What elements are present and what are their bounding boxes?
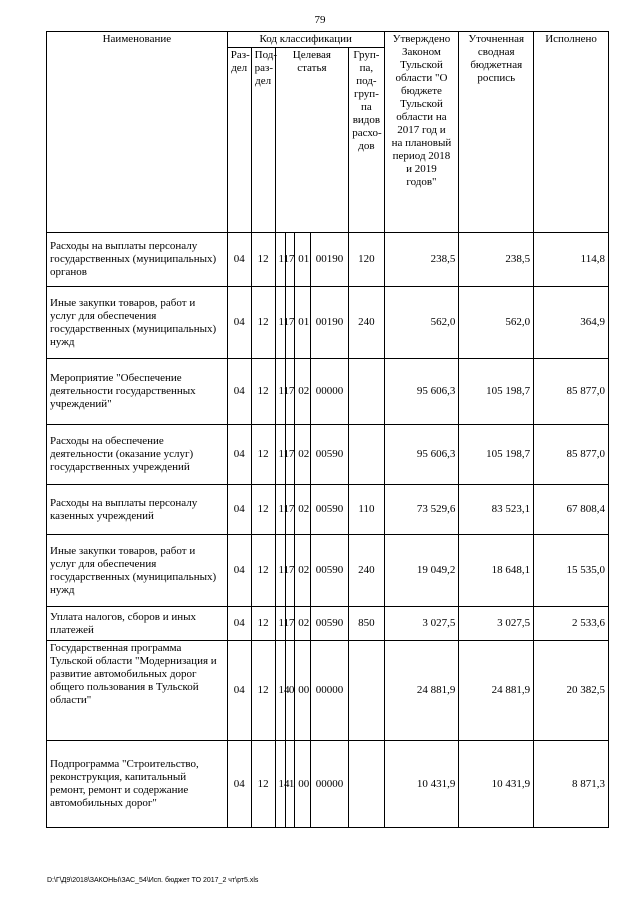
table-row	[47, 741, 609, 828]
row-podrazdel: 12	[251, 535, 275, 607]
table-row	[47, 535, 609, 607]
row-approved: 10 431,9	[384, 741, 459, 828]
row-name: Иные закупки товаров, работ и услуг для обеспечения государственных (муниципальных) нужд	[47, 535, 228, 607]
row-vr	[349, 741, 384, 828]
row-cs1: 11	[275, 535, 285, 607]
row-approved: 238,5	[384, 233, 459, 287]
row-vr	[349, 425, 384, 485]
row-cs1: 11	[275, 485, 285, 535]
row-name: Расходы на обеспечение деятельности (оказание услуг) государственных учреждений	[47, 425, 228, 485]
row-approved: 562,0	[384, 287, 459, 359]
row-podrazdel: 12	[251, 233, 275, 287]
header-target-article: Целевая статья	[275, 48, 349, 233]
row-refined: 24 881,9	[459, 641, 534, 741]
row-cs1: 14	[275, 741, 285, 828]
row-vr	[349, 641, 384, 741]
row-vr: 120	[349, 233, 384, 287]
row-cs3: 02	[295, 535, 311, 607]
row-executed: 2 533,6	[534, 607, 609, 641]
row-cs4: 00590	[310, 607, 348, 641]
page-number: 79	[314, 14, 326, 26]
row-vr: 240	[349, 535, 384, 607]
row-cs1: 11	[275, 425, 285, 485]
header-expense-group: Груп- па, под- груп- па видов расхо- дов	[349, 48, 384, 233]
row-executed: 114,8	[534, 233, 609, 287]
row-podrazdel: 12	[251, 287, 275, 359]
row-cs3: 02	[295, 425, 311, 485]
row-refined: 238,5	[459, 233, 534, 287]
row-cs4: 00590	[310, 485, 348, 535]
row-podrazdel: 12	[251, 641, 275, 741]
row-podrazdel: 12	[251, 359, 275, 425]
row-razdel: 04	[227, 535, 251, 607]
row-approved: 19 049,2	[384, 535, 459, 607]
row-executed: 8 871,3	[534, 741, 609, 828]
row-vr	[349, 359, 384, 425]
row-cs1: 11	[275, 233, 285, 287]
row-cs2: 7	[285, 485, 294, 535]
table-row	[47, 641, 609, 741]
row-name: Государственная программа Тульской области "Модернизация и развитие автомобильных дорог общего пользования в Тульской области"	[47, 641, 228, 741]
row-executed: 364,9	[534, 287, 609, 359]
row-cs2: 7	[285, 425, 294, 485]
row-cs3: 02	[295, 359, 311, 425]
row-refined: 105 198,7	[459, 425, 534, 485]
row-razdel: 04	[227, 485, 251, 535]
header-code-group: Код классификации	[227, 32, 384, 48]
row-razdel: 04	[227, 359, 251, 425]
row-razdel: 04	[227, 425, 251, 485]
row-name: Уплата налогов, сборов и иных платежей	[47, 607, 228, 641]
budget-table	[46, 31, 609, 828]
row-razdel: 04	[227, 607, 251, 641]
row-cs4: 00190	[310, 287, 348, 359]
row-approved: 24 881,9	[384, 641, 459, 741]
row-cs2: 7	[285, 287, 294, 359]
row-refined: 105 198,7	[459, 359, 534, 425]
header-subsection: Под- раз- дел	[251, 48, 275, 233]
row-cs3: 00	[295, 641, 311, 741]
row-approved: 3 027,5	[384, 607, 459, 641]
row-approved: 73 529,6	[384, 485, 459, 535]
row-cs4: 00590	[310, 535, 348, 607]
row-razdel: 04	[227, 641, 251, 741]
row-cs4: 00000	[310, 359, 348, 425]
row-name: Расходы на выплаты персоналу казенных учреждений	[47, 485, 228, 535]
table-row	[47, 607, 609, 641]
row-refined: 562,0	[459, 287, 534, 359]
table-row	[47, 359, 609, 425]
row-cs1: 11	[275, 359, 285, 425]
row-refined: 10 431,9	[459, 741, 534, 828]
row-cs3: 01	[295, 233, 311, 287]
row-vr: 110	[349, 485, 384, 535]
row-cs4: 00590	[310, 425, 348, 485]
row-refined: 18 648,1	[459, 535, 534, 607]
row-podrazdel: 12	[251, 485, 275, 535]
row-cs4: 00000	[310, 641, 348, 741]
row-razdel: 04	[227, 287, 251, 359]
row-name: Мероприятие "Обеспечение деятельности государственных учреждений"	[47, 359, 228, 425]
row-cs3: 02	[295, 607, 311, 641]
row-refined: 3 027,5	[459, 607, 534, 641]
row-refined: 83 523,1	[459, 485, 534, 535]
row-cs4: 00190	[310, 233, 348, 287]
header-section: Раз- дел	[227, 48, 251, 233]
row-name: Расходы на выплаты персоналу государственных (муниципальных) органов	[47, 233, 228, 287]
file-path-footer: D:\Г\Д9\2018\ЗАКОНЫ\ЗАС_54\Исп. бюджет ТО 2017_2 чт\рт5.xls	[47, 877, 259, 884]
row-vr: 240	[349, 287, 384, 359]
row-executed: 67 808,4	[534, 485, 609, 535]
row-cs2: 7	[285, 359, 294, 425]
table-row	[47, 287, 609, 359]
header-name: Наименование	[47, 32, 228, 233]
row-executed: 85 877,0	[534, 359, 609, 425]
row-razdel: 04	[227, 233, 251, 287]
row-vr: 850	[349, 607, 384, 641]
row-cs2: 1	[285, 741, 294, 828]
header-approved: Утверждено Законом Тульской области "О бюджете Тульской области на 2017 год и на плановый период 2018 и 2019 годов"	[384, 32, 459, 233]
header-executed: Исполнено	[534, 32, 609, 233]
row-cs4: 00000	[310, 741, 348, 828]
table-row	[47, 425, 609, 485]
row-podrazdel: 12	[251, 741, 275, 828]
row-executed: 20 382,5	[534, 641, 609, 741]
row-cs3: 00	[295, 741, 311, 828]
row-podrazdel: 12	[251, 425, 275, 485]
row-podrazdel: 12	[251, 607, 275, 641]
row-name: Подпрограмма "Строительство, реконструкция, капитальный ремонт, ремонт и содержание автомобильных дорог"	[47, 741, 228, 828]
row-cs3: 01	[295, 287, 311, 359]
row-executed: 85 877,0	[534, 425, 609, 485]
row-cs2: 0	[285, 641, 294, 741]
row-name: Иные закупки товаров, работ и услуг для обеспечения государственных (муниципальных) нужд	[47, 287, 228, 359]
table-row	[47, 485, 609, 535]
header-refined: Уточненная сводная бюджетная роспись	[459, 32, 534, 233]
row-approved: 95 606,3	[384, 425, 459, 485]
row-approved: 95 606,3	[384, 359, 459, 425]
row-cs3: 02	[295, 485, 311, 535]
row-cs2: 7	[285, 607, 294, 641]
row-razdel: 04	[227, 741, 251, 828]
row-cs1: 11	[275, 607, 285, 641]
row-executed: 15 535,0	[534, 535, 609, 607]
table-row	[47, 233, 609, 287]
row-cs1: 11	[275, 287, 285, 359]
row-cs2: 7	[285, 535, 294, 607]
row-cs2: 7	[285, 233, 294, 287]
row-cs1: 14	[275, 641, 285, 741]
